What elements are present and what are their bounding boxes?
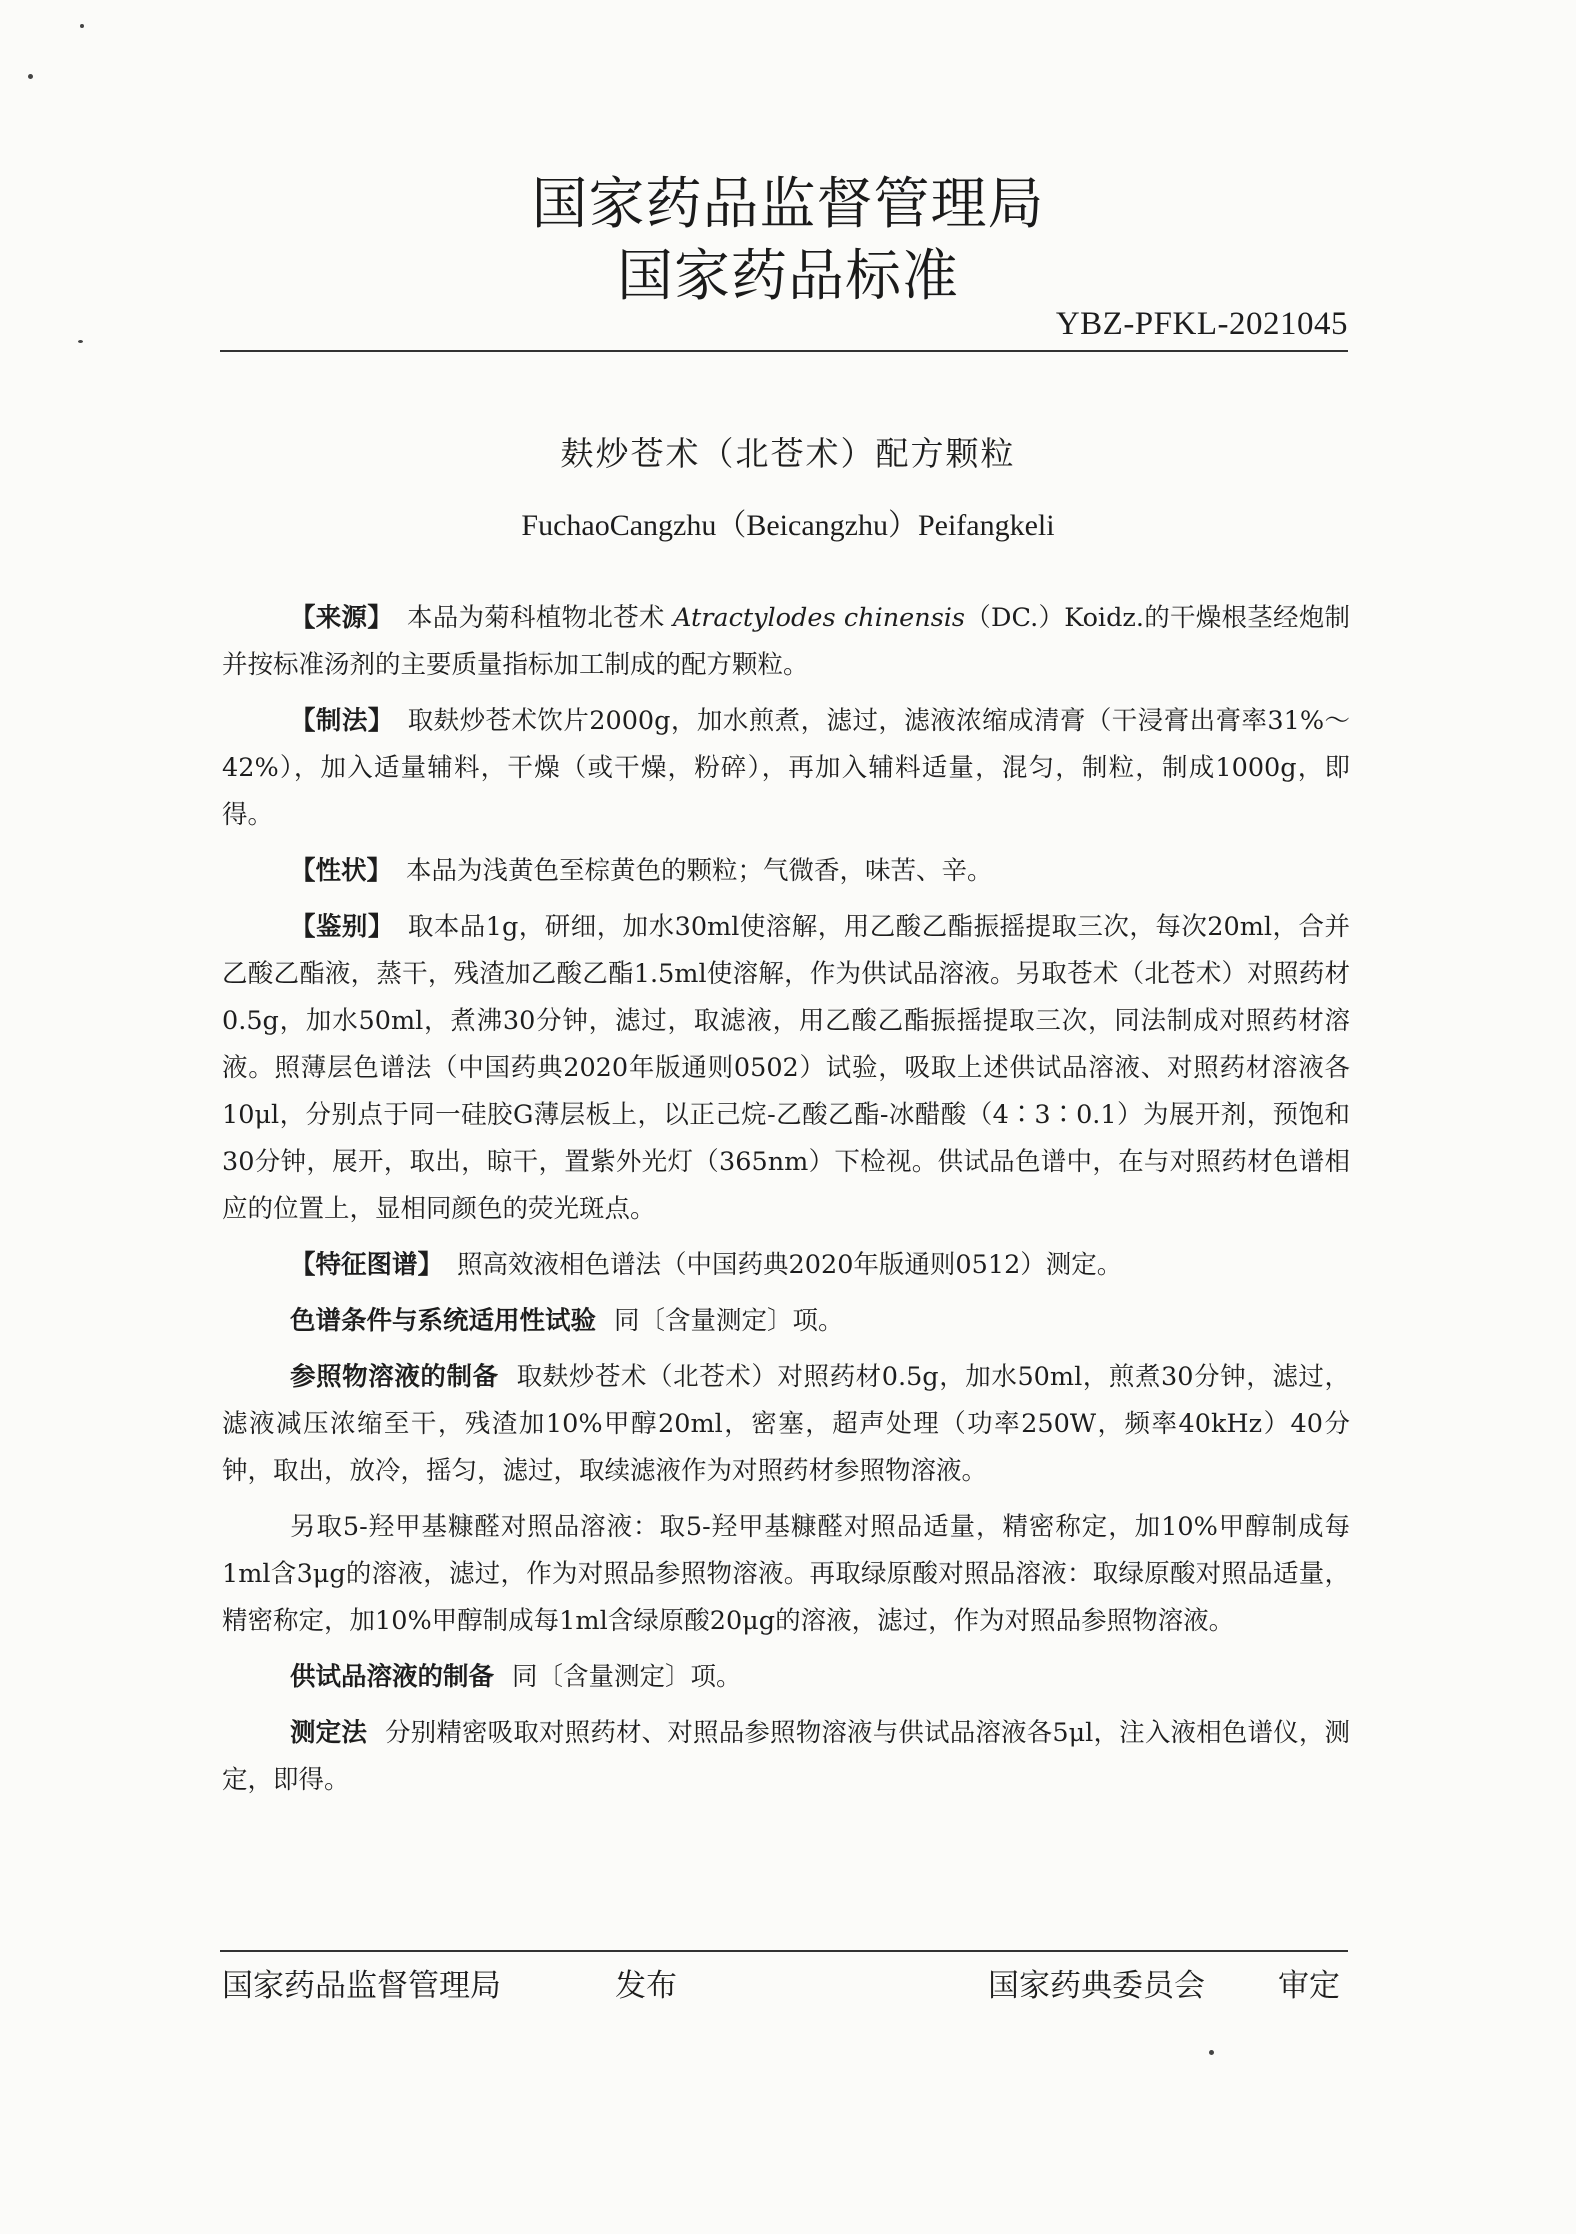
- scan-speck: [1209, 2050, 1214, 2055]
- section-label: 【来源】: [290, 603, 394, 633]
- document-body: [222, 595, 1350, 1813]
- subsection-label: 供试品溶液的制备: [290, 1662, 495, 1692]
- section-preparation: [222, 698, 1350, 839]
- section-text: 本品为浅黄色至棕黄色的颗粒；气微香，味苦、辛。: [406, 856, 993, 886]
- subsection-label: 参照物溶液的制备: [290, 1362, 499, 1392]
- issuer-heading: 国家药品监督管理局: [531, 172, 1045, 237]
- section-character: [222, 848, 1350, 895]
- section-label: 【性状】: [290, 856, 393, 886]
- footer-publish-action: 发布: [615, 1968, 677, 2004]
- section-fingerprint: [222, 1242, 1350, 1289]
- section-source: [222, 595, 1350, 689]
- footer-publisher: 国家药品监督管理局: [222, 1968, 501, 2004]
- subsection-test-prep: [222, 1654, 1350, 1701]
- section-text: 取本品1g，研细，加水30ml使溶解，用乙酸乙酯振摇提取三次，每次20ml，合并乙酸乙酯液，蒸干，残渣加乙酸乙酯1.5ml使溶解，作为供试品溶液。另取苍术（北苍术）对照药材0.5g，加水50ml，煮沸30分钟，滤过，取滤液，用乙酸乙酯振摇提取三次，同法制成对照药材溶液。照薄层色谱法（中国药典2020年版通则0502）试验，吸取上述供试品溶液、对照药材溶液各10μl，分别点于同一硅胶G薄层板上，以正己烷-乙酸乙酯-冰醋酸（4∶3∶0.1）为展开剂，预饱和30分钟，展开，取出，晾干，置紫外光灯（365nm）下检视。供试品色谱中，在与对照药材色谱相应的位置上，显相同颜色的荧光斑点。: [222, 912, 1350, 1224]
- title-pinyin: FuchaoCangzhu（Beicangzhu）Peifangkeli: [521, 509, 1055, 542]
- standard-code: YBZ-PFKL-2021045: [1055, 306, 1348, 342]
- subsection-reference-more: [222, 1504, 1350, 1645]
- section-text: （DC.）Koidz.的干燥根茎经炮制并按标准汤剂的主要质量指标加工制成的配方颗粒。: [222, 603, 1351, 680]
- section-text: 照高效液相色谱法（中国药典2020年版通则0512）测定。: [457, 1250, 1123, 1280]
- section-label: 【鉴别】: [290, 912, 394, 942]
- section-label: 【特征图谱】: [290, 1250, 444, 1280]
- scan-speck: [80, 24, 84, 28]
- section-identification: [222, 904, 1350, 1233]
- latin-name: Atractylodes chinensis: [672, 603, 966, 633]
- section-label: 【制法】: [290, 706, 394, 736]
- subsection-text: 取麸炒苍术（北苍术）对照药材0.5g，加水50ml，煎煮30分钟，滤过，滤液减压浓缩至干，残渣加10%甲醇20ml，密塞，超声处理（功率250W，频率40kHz）40分钟，取出，放冷，摇匀，滤过，取续滤液作为对照药材参照物溶液。: [222, 1362, 1350, 1486]
- scan-speck: [78, 340, 83, 343]
- standard-type-heading: 国家药品标准: [617, 244, 959, 309]
- subsection-text: 分别精密吸取对照药材、对照品参照物溶液与供试品溶液各5μl，注入液相色谱仪，测定，即得。: [222, 1718, 1350, 1795]
- subsection-text: 同〔含量测定〕项。: [614, 1306, 844, 1336]
- footer-review-action: 审定: [1278, 1968, 1340, 2004]
- subsection-label: 测定法: [290, 1718, 368, 1748]
- header-rule: [220, 350, 1348, 352]
- subsection-chrom-conditions: [222, 1298, 1350, 1345]
- footer-reviewer: 国家药典委员会: [988, 1968, 1205, 2004]
- subsection-method: [222, 1710, 1350, 1804]
- scan-speck: [28, 74, 33, 79]
- subsection-label: 色谱条件与系统适用性试验: [290, 1306, 597, 1336]
- section-text: 取麸炒苍术饮片2000g，加水煎煮，滤过，滤液浓缩成清膏（干浸膏出膏率31%～42%），加入适量辅料，干燥（或干燥，粉碎），再加入辅料适量，混匀，制粒，制成1000g，即得。: [222, 706, 1350, 830]
- subsection-reference-prep: [222, 1354, 1350, 1495]
- title-chinese: 麸炒苍术（北苍术）配方颗粒: [560, 434, 1016, 473]
- footer-rule: [220, 1950, 1348, 1952]
- subsection-text: 另取5-羟甲基糠醛对照品溶液：取5-羟甲基糠醛对照品适量，精密称定，加10%甲醇制成每1ml含3μg的溶液，滤过，作为对照品参照物溶液。再取绿原酸对照品溶液：取绿原酸对照品适量，精密称定，加10%甲醇制成每1ml含绿原酸20μg的溶液，滤过，作为对照品参照物溶液。: [222, 1512, 1350, 1636]
- section-text: 本品为菊科植物北苍术: [407, 603, 665, 633]
- subsection-text: 同〔含量测定〕项。: [512, 1662, 742, 1692]
